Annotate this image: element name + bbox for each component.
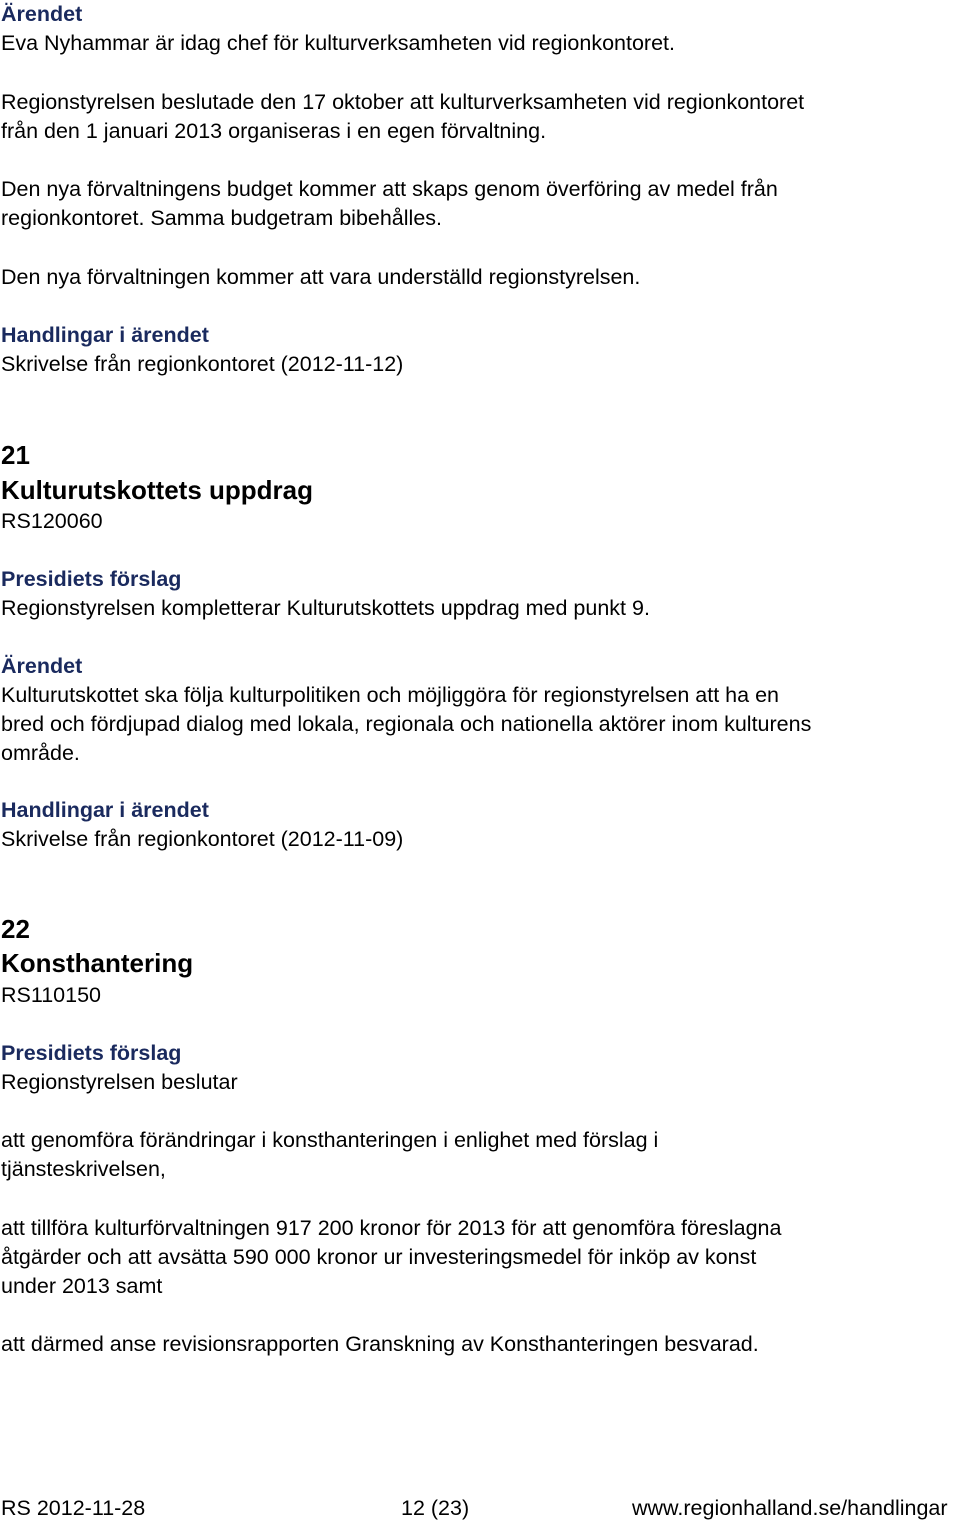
footer-doc-ref: RS 2012-11-28 (1, 1496, 146, 1520)
presidiets-text: Regionstyrelsen beslutar (1, 1070, 238, 1094)
paragraph: Den nya förvaltningen kommer att vara underställd regionstyrelsen. (1, 265, 641, 289)
decision-line: att därmed anse revisionsrapporten Granskning av Konsthanteringen besvarad. (1, 1332, 759, 1356)
decision-line: att tillföra kulturförvaltningen 917 200 kronor för 2013 för att genomföra föreslagna (1, 1216, 782, 1240)
footer-url-link[interactable]: www.regionhalland.se/handlingar (632, 1496, 948, 1520)
arendet-heading: Ärendet (1, 2, 83, 26)
paragraph-line: område. (1, 741, 80, 765)
decision-line: att genomföra förändringar i konsthanteringen i enlighet med förslag i (1, 1128, 659, 1152)
paragraph-line: från den 1 januari 2013 organiseras i en egen förvaltning. (1, 119, 547, 143)
paragraph-line: Den nya förvaltningens budget kommer att skaps genom överföring av medel från (1, 177, 778, 201)
decision-line: åtgärder och att avsätta 590 000 kronor ur investeringsmedel för inköp av konst (1, 1245, 757, 1269)
handlingar-text: Skrivelse från regionkontoret (2012-11-09) (1, 827, 404, 851)
arendet-heading: Ärendet (1, 654, 83, 678)
paragraph-line: bred och fördjupad dialog med lokala, regionala och nationella aktörer inom kulturens (1, 712, 812, 736)
decision-line: under 2013 samt (1, 1274, 163, 1298)
paragraph-line: Kulturutskottet ska följa kulturpolitiken och möjliggöra för regionstyrelsen att ha en (1, 683, 779, 707)
item-reference: RS110150 (1, 983, 102, 1007)
paragraph-line: Regionstyrelsen beslutade den 17 oktober att kulturverksamheten vid regionkontoret (1, 90, 805, 114)
handlingar-heading: Handlingar i ärendet (1, 323, 209, 347)
presidiets-heading: Presidiets förslag (1, 1041, 182, 1065)
decision-line: tjänsteskrivelsen, (1, 1157, 166, 1181)
item-title: Konsthantering (1, 948, 194, 978)
handlingar-heading: Handlingar i ärendet (1, 798, 209, 822)
handlingar-text: Skrivelse från regionkontoret (2012-11-12) (1, 352, 404, 376)
item-number: 21 (1, 440, 30, 470)
paragraph: Eva Nyhammar är idag chef för kulturverksamheten vid regionkontoret. (1, 31, 675, 55)
paragraph-line: regionkontoret. Samma budgetram bibehålles. (1, 206, 443, 230)
presidiets-text: Regionstyrelsen kompletterar Kulturutskottets uppdrag med punkt 9. (1, 596, 650, 620)
item-reference: RS120060 (1, 509, 103, 533)
item-title: Kulturutskottets uppdrag (1, 475, 313, 505)
footer-page-number: 12 (23) (401, 1496, 470, 1520)
presidiets-heading: Presidiets förslag (1, 567, 182, 591)
item-number: 22 (1, 914, 30, 944)
